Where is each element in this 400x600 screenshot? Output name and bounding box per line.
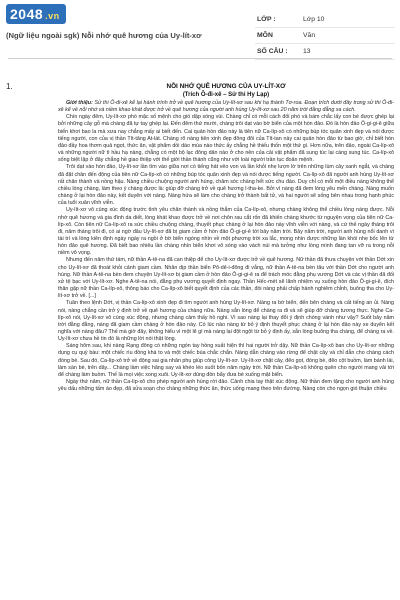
meta-row-subject (255, 28, 395, 44)
meta-label: MÔN (257, 32, 273, 39)
meta-label: LỚP : (257, 16, 276, 23)
passage-source: (Trích Ô-đi-xê – Sử thi Hy Lạp) (182, 92, 270, 98)
intro-text: Sử thi Ô-đi-xê kể lại hành trình trở về quê hương của Uy-lít-xơ sau khi hạ thành Tơ-roa. Đoạn trích dưới đây trong sử thi Ô-đi-xê kể về nỗi nhớ và niềm khao khát được trở về quê hương của người anh hùng Uy-lít-xơ sau 20 năm trời đằng đẵng xa cách. (58, 100, 394, 114)
passage-paragraph: Uy-lít-xơ vô cùng xúc động trước tình yêu chân thành và nồng thắm của Ca-líp-xô, nhưng chàng không thể chiều lòng nàng được. Nỗi nhớ quê hương và gia đình da diết, lòng khát khao được trở về nơi chôn rau cắt rốn đã khiến chàng khước từ nguyện vọng của tiên nữ Ca-líp-xô. Còn tiên nữ Ca-líp-xô ra sức chiều chuộng chàng, thuyết phục chàng ở lại hòn đảo này vĩnh viễn với nàng, và cứ thế ngày tháng trôi đi, năm tháng trôi đi, có ai ngờ đâu Uy-lít-xơ đã bị giam cầm ở hòn đảo Ô-gi-gi-ê tới bảy năm trời. Bảy năm trời, người anh hùng nổi danh vì tài trí và lòng kiên định ngày ngày ra ngồi ở bờ biển ngóng nhìn về một phương trời xa lắc, mong nhìn được những làn khói nhẹ bốc lên từ hòn đảo quê hương. Đã biết bao nhiêu lần chàng nhìn biển khơi vô sóng vào vách núi mà tưởng như lòng mình đang tan vỡ ra trong nỗi niềm vô vọng. (58, 207, 394, 257)
passage-paragraph: Ngày thứ năm, nữ thần Ca-líp-xô cho phép người anh hùng rời đảo. Cảnh chia tay thật xúc động. Nữ thần đem tặng cho người anh hùng yêu dấu những tấm áo đẹp, đã sửa soạn cho chàng những thức ăn, thức uống mang theo trên đường. Nàng còn cho ngọn gió thuận chiều (58, 379, 394, 393)
passage-paragraph: Trôi dạt vào hòn đảo, Uy-lít-xơ lần tìm vào giữa nơi có tiếng hát vẻo von và lần khỏi nhẹ lượn lờ trên những lùm cây xanh ngắt, và chàng đã đặt chân đến động của tiên nữ Ca-líp-xô có những búp tóc quăn xinh đẹp và nói được tiếng người. Ca-líp-xô đã người anh hùng Uy-lít-xơ rất chân thành và nồng hậu. Nàng chiều chuộng người anh hùng, chăm sóc chàng hết sức chu đáo. Duy chỉ có mỗi một điều nàng không thể chiều lòng chàng, làm theo ý chàng được là: giúp đỡ chàng trở về quê hương I-tha-ke. Bởi vì nàng đã đem lòng yêu mến chàng. Nàng muốn chàng ở lại hòn đảo này, kết duyên với nàng. Nàng hứa sẽ làm cho chàng trở thành bất tử, và hai người sẽ sống bên nhau trong hạnh phúc của tuổi xuân vĩnh viễn. (58, 164, 394, 207)
passage-intro (58, 100, 394, 114)
header-divider (8, 58, 392, 59)
reading-passage (58, 82, 394, 393)
meta-table (255, 12, 395, 60)
intro-lead: Giới thiệu: (66, 100, 93, 106)
passage-paragraph: Sáng hôm sau, khi nàng Rạng đông có những ngón tay hồng xuất hiện thì hai người trở dậy. Nữ thần Ca-líp-xô ban cho Uy-lít-xơ những dụng cụ quý báu: một chiếc rìu đồng khá to và một chiếc búa chắc chắn. Nàng dẫn chàng vào rừng để chặt cây và chỉ dẫn cho chàng cách đóng bè. Sau đó, Ca-líp-xô trở về động sai gia nhân phụ giúp công Uy-lít-xơ. Uy-lít-xơ chặt cây, đẽo gọt, đóng bè, đẽo cột buồm, làm bánh lái, làm sàn bè, trên dây... Chàng làm việc hăng say và khéo léo suốt bốn năm ngày trời. Nữ thần Ca-líp-xô không quên cho người mang vải tới để chàng làm buồm. Thế là mọi việc xong xuôi. Uy-lít-xơ dùng đòn bẩy đưa bè xuống mặt biển. (58, 343, 394, 378)
site-logo[interactable] (6, 4, 66, 24)
meta-value: Văn (303, 32, 316, 39)
passage-title: NỖI NHỚ QUÊ HƯƠNG CỦA UY-LÍT-XƠ (166, 83, 286, 90)
logo-suffix: .vn (45, 11, 60, 21)
page-subtitle: (Ngữ liệu ngoài sgk) Nỗi nhớ quê hương của Uy-lít-xơ (6, 31, 202, 40)
meta-label: SỐ CÂU : (257, 48, 288, 55)
header (0, 0, 400, 58)
question-number: 1. (6, 82, 13, 91)
meta-value: Lớp 10 (303, 16, 325, 23)
passage-paragraph: Nhưng đến năm thứ tám, nữ thần A-tê-na đã can thiệp để cho Uy-lít-xơ được trở về quê hương. Nữ thần đã thưa chuyện với thần Dớt xin cho Uy-lít-xơ đã thoát khỏi cảnh giam cầm. Nhân dịp thần biển Pô-dê-i-đông đi vắng, nữ thần A-tê-na bèn tâu với thần Dớt cho người anh hùng. Nữ thần A-tê-na bèn đem chuyện Uy-lít-xơ bị giam cầm ở hòn đảo Ô-gi-gi-ê ra để trách móc đằng phụ vương Dớt và các vị thần đã đối xử tệ bạc với Uy-lít-xơ. Nghe A-tê-na nói, đằng phụ vương quyết định ngay. Thần Hếc-mét sẽ lãnh nhiệm vụ xuống hòn đảo Ô-gi-gi-ê, đích thân gặp nữ thần Ca-líp-xô, thông báo cho Ca-líp-xô biết quyết định của các thần, đòi nàng phải chấp hành nghiêm chỉnh, buông tha cho Uy-lít-xơ trở về. [...] (58, 257, 394, 300)
passage-paragraph: Tuân theo lệnh Dớt, vị thần Ca-líp-xô xinh đẹp đi tìm người anh hùng Uy-lít-xơ. Nàng ra bờ biển, đến bên chàng và cất tiếng an ủi. Nàng nói, nàng chẳng cần trở ý định trở về quê hương của chàng nữa. Nàng sẵn lòng để chàng ra đi và sẽ giúp đỡ chàng tương thực. Nghe Ca-líp-xô nói, Uy-lít-xơ vô cùng xúc động, nhưng chàng cảm thấy hồ nghi. Vì sao nàng lại thay đổi ý định chóng vánh như vậy? Suốt bảy năm trời đằng đẵng, nàng đã giam cầm chàng ở hòn đảo này. Có lúc nào nàng từ bỏ ý định thuyết phục chàng ở lại hòn đảo này xe duyên kết nghĩa với nàng đâu? Thế mà giờ đây, không hiểu vì một lẽ gì mà nàng lại đột ngột từ bỏ ý định ấy, sẵn lòng buông tha chàng, để chàng ra về. Uy-lít-xơ chưa hề tin đó là những lời nói thật lòng. (58, 300, 394, 343)
meta-row-class (255, 12, 395, 28)
logo-text: 2048 (10, 6, 44, 22)
passage-paragraph: Chín ngày đêm, Uy-lít-xơ phó mặc số mệnh cho gió dập sóng vùi. Chàng chỉ có mỗi cách đối phó và bám chắc lấy con bè được ghép lại bởi những cây gỗ mà chàng đã tự tay ghép lại. Đến đêm thứ mười, chàng trôi dạt vào bờ biển của một hòn đảo. Đó là hòn đảo Ô-gi-gi-ê giữa biển khơi bao la mà xưa nay chẳng mấy ai biết đến. Cai quản hòn đảo này là tiên nữ Ca-líp-xô có những búp tóc quăn xinh đẹp và nói được tiếng người, con của vị thần Tít-tăng At-lát. Chàng rõ nàng tiên xinh đẹp đông đôi của Tít-tan này cai quản hòn đảo từ bao giờ, chỉ biết hòn đảo đầy hoa thơm quả ngọt, thức ăn, vật phẩm dồi dào mùa nào thức ấy chẳng hề thiếu thốn một thứ gì. Hơn nữa, trên đảo, ngoài Ca-líp-xô và những người nữ tì hầu hạ nàng, chẳng có một bộ lạc đông dân nào ở cho nên của cải vật phẩm đã sung túc lại càng sung túc. Ca-líp-xô sống biệt lập ở đây chẳng hề giao thiệp với thế giới thần thánh cũng như với loài người trần tục đoản mệnh. (58, 114, 394, 164)
meta-value: 13 (303, 48, 311, 55)
